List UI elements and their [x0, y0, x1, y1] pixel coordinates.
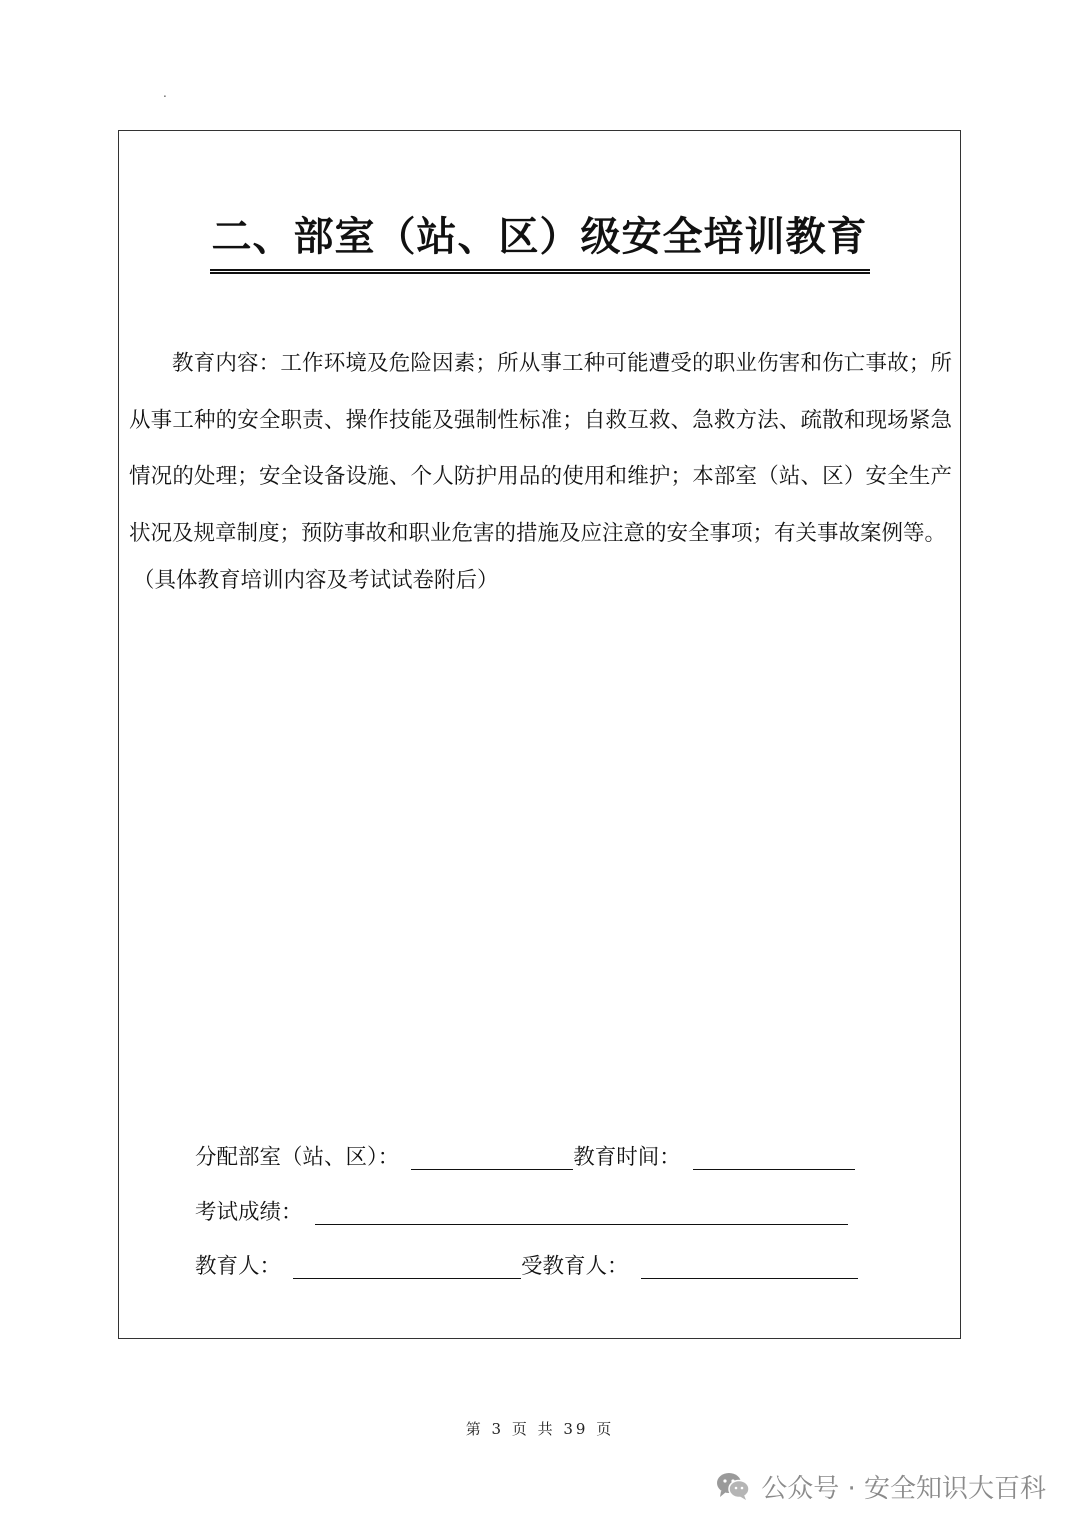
trainee-field[interactable] — [641, 1254, 858, 1279]
assigned-dept-label: 分配部室（站、区）： — [195, 1145, 400, 1170]
form-row-dept-time — [195, 1142, 855, 1174]
educator-label: 教育人： — [195, 1254, 282, 1279]
educator-field[interactable] — [293, 1254, 521, 1279]
attachment-note: （具体教育培训内容及考试试卷附后） — [133, 568, 499, 593]
education-time-field[interactable] — [693, 1145, 855, 1170]
assigned-dept-field[interactable] — [411, 1145, 573, 1170]
title-container — [119, 209, 960, 274]
exam-score-label: 考试成绩： — [195, 1200, 303, 1225]
wechat-icon — [715, 1471, 751, 1501]
watermark — [715, 1466, 1046, 1506]
form-row-educator-trainee — [195, 1251, 858, 1283]
form-row-exam-score — [195, 1197, 848, 1229]
education-content-paragraph: 教育内容：工作环境及危险因素；所从事工种可能遭受的职业伤害和伤亡事故；所从事工种的安全职责、操作技能及强制性标准；自救互救、急救方法、疏散和现场紧急情况的处理；安全设备设施、个人防护用品的使用和维护；本部室（站、区）安全生产状况及规章制度；预防事故和职业危害的措施及应注意的安全事项；有关事故案例等。 — [129, 351, 952, 546]
stray-dot: . — [163, 86, 167, 100]
page-title: 二、部室（站、区）级安全培训教育 — [210, 209, 870, 274]
education-time-label: 教育时间： — [573, 1145, 681, 1170]
form-frame — [118, 130, 961, 1339]
page-number: 第 3 页 共 39 页 — [465, 1420, 615, 1438]
trainee-label: 受教育人： — [521, 1254, 629, 1279]
exam-score-field[interactable] — [315, 1200, 848, 1225]
watermark-text: 公众号 · 安全知识大百科 — [761, 1473, 1046, 1504]
